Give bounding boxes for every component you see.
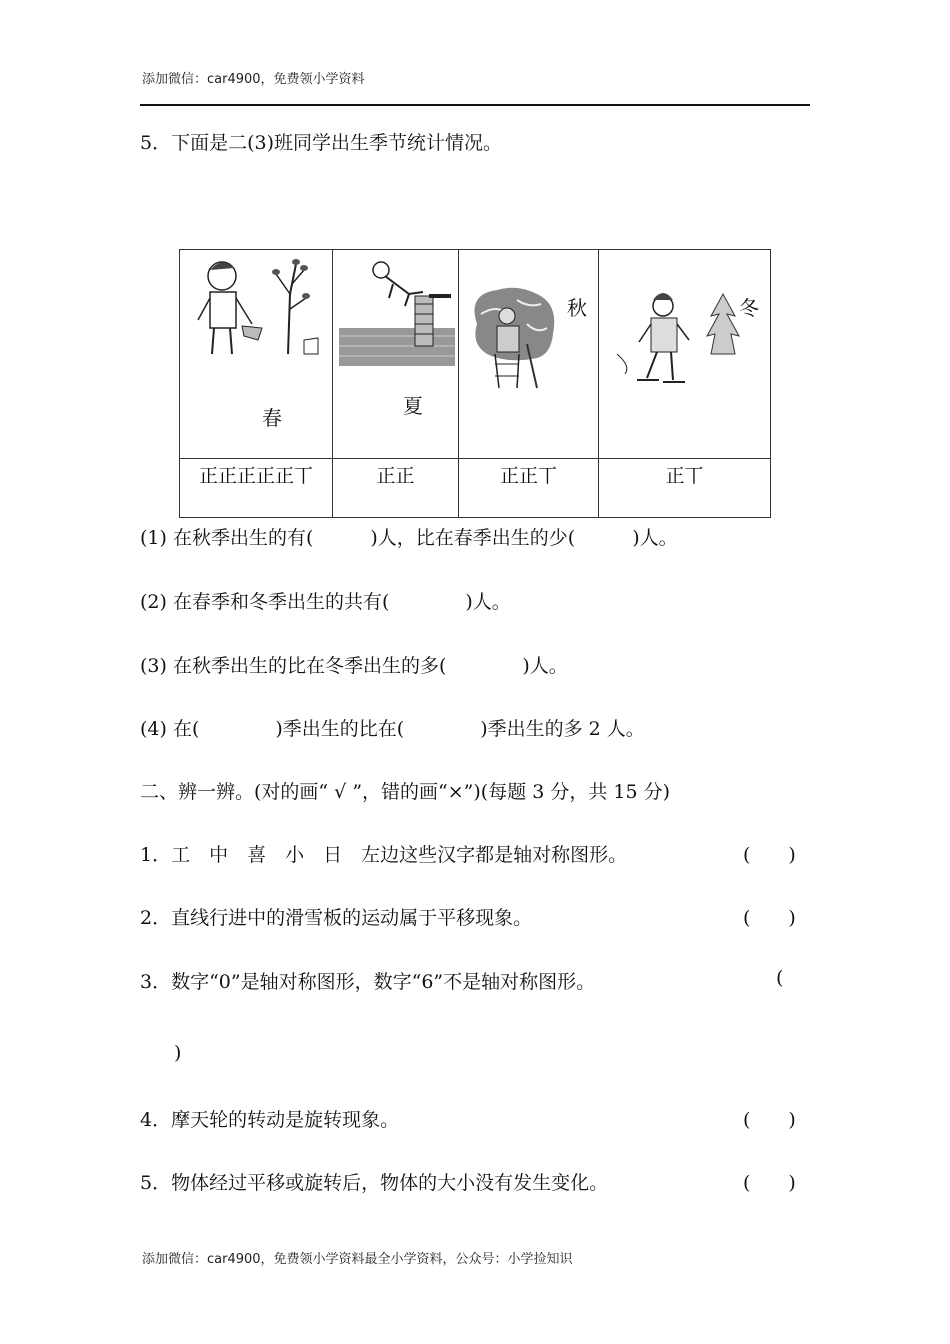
spring-cell [180,250,333,459]
question-5-intro: 5．下面是二(3)班同学出生季节统计情况。 [140,132,503,154]
sub-question-1: (1) 在秋季出生的有( )人，比在春季出生的少( )人。 [140,527,678,549]
judge-item-4: 4．摩天轮的转动是旋转现象。 [140,1109,400,1131]
sub-question-2: (2) 在春季和冬季出生的共有( )人。 [140,591,511,613]
answer-bracket-3-open[interactable]: ( [776,967,784,989]
autumn-cell [459,250,599,459]
summer-illustration [339,258,455,368]
page-header: 添加微信：car4900，免费领小学资料 [142,72,365,87]
answer-bracket-5[interactable]: ( ) [743,1172,796,1194]
autumn-illustration [467,284,557,392]
tally-spring [180,459,333,518]
tally-winter-text: 正丅 [665,465,704,487]
answer-bracket-4[interactable]: ( ) [743,1109,796,1131]
tally-summer-text: 正正 [376,465,415,487]
judge-item-1: 1．工 中 喜 小 日 左边这些汉字都是轴对称图形。 [140,844,628,866]
answer-bracket-1[interactable]: ( ) [743,844,796,866]
answer-bracket-3-close[interactable]: ) [174,1042,182,1064]
sub-question-3: (3) 在秋季出生的比在冬季出生的多( )人。 [140,655,568,677]
tally-summer [333,459,459,518]
spring-illustration [192,254,322,364]
tally-winter [599,459,771,518]
tally-autumn-text: 正正丅 [499,465,557,487]
tally-autumn [459,459,599,518]
judge-item-2: 2．直线行进中的滑雪板的运动属于平移现象。 [140,907,533,929]
page-footer: 添加微信：car4900，免费领小学资料最全小学资料，公众号：小学捡知识 [142,1252,573,1267]
birth-season-table [179,249,771,518]
season-label-autumn: 秋 [567,296,587,320]
header-rule [140,104,810,106]
season-label-summer: 夏 [403,394,423,418]
answer-bracket-2[interactable]: ( ) [743,907,796,929]
section-2-title: 二、辨一辨。(对的画“ √ ”，错的画“×”)(每题 3 分，共 15 分) [140,781,671,803]
tally-spring-text: 正正正正正丅 [198,465,313,487]
summer-cell [333,250,459,459]
season-label-spring: 春 [262,406,282,430]
winter-illustration [611,284,751,388]
sub-question-4: (4) 在( )季出生的比在( )季出生的多 2 人。 [140,718,645,740]
judge-item-5: 5．物体经过平移或旋转后，物体的大小没有发生变化。 [140,1172,609,1194]
judge-item-3: 3．数字“0”是轴对称图形，数字“6”不是轴对称图形。 [140,971,596,993]
season-label-winter: 冬 [739,296,759,320]
winter-cell [599,250,771,459]
